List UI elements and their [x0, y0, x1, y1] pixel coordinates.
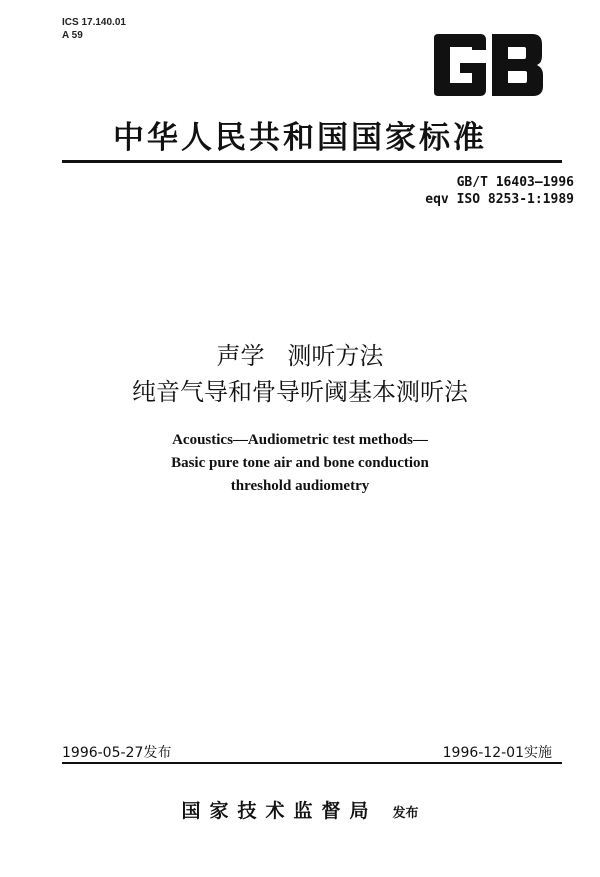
classification-codes — [62, 16, 126, 42]
chinese-title-line-1: 声学 测听方法 — [216, 342, 384, 370]
top-rule — [62, 160, 562, 163]
effective-date: 1996-12-01实施 — [442, 745, 552, 761]
standard-number: GB/T 16403—1996 — [456, 175, 574, 190]
gb-logo — [428, 30, 548, 100]
ics-code: ICS 17.140.01 — [62, 17, 126, 28]
chinese-title-line-2: 纯音气导和骨导听阈基本测听法 — [132, 378, 468, 406]
bottom-rule — [62, 762, 562, 764]
english-title-line-3: threshold audiometry — [230, 478, 370, 494]
ccs-code: A 59 — [62, 30, 83, 41]
english-title-line-2: Basic pure tone air and bone conduction — [171, 455, 429, 471]
publisher-suffix: 发布 — [392, 806, 419, 821]
issue-date: 1996-05-27发布 — [62, 745, 172, 761]
publisher-name: 国家技术监督局 — [181, 800, 378, 822]
standard-block — [360, 174, 574, 208]
standard-equivalence: eqv ISO 8253-1:1989 — [425, 192, 574, 207]
publisher-line — [0, 796, 600, 823]
english-title-line-1: Acoustics—Audiometric test methods— — [172, 432, 428, 448]
main-title: 中华人民共和国国家标准 — [113, 120, 487, 156]
